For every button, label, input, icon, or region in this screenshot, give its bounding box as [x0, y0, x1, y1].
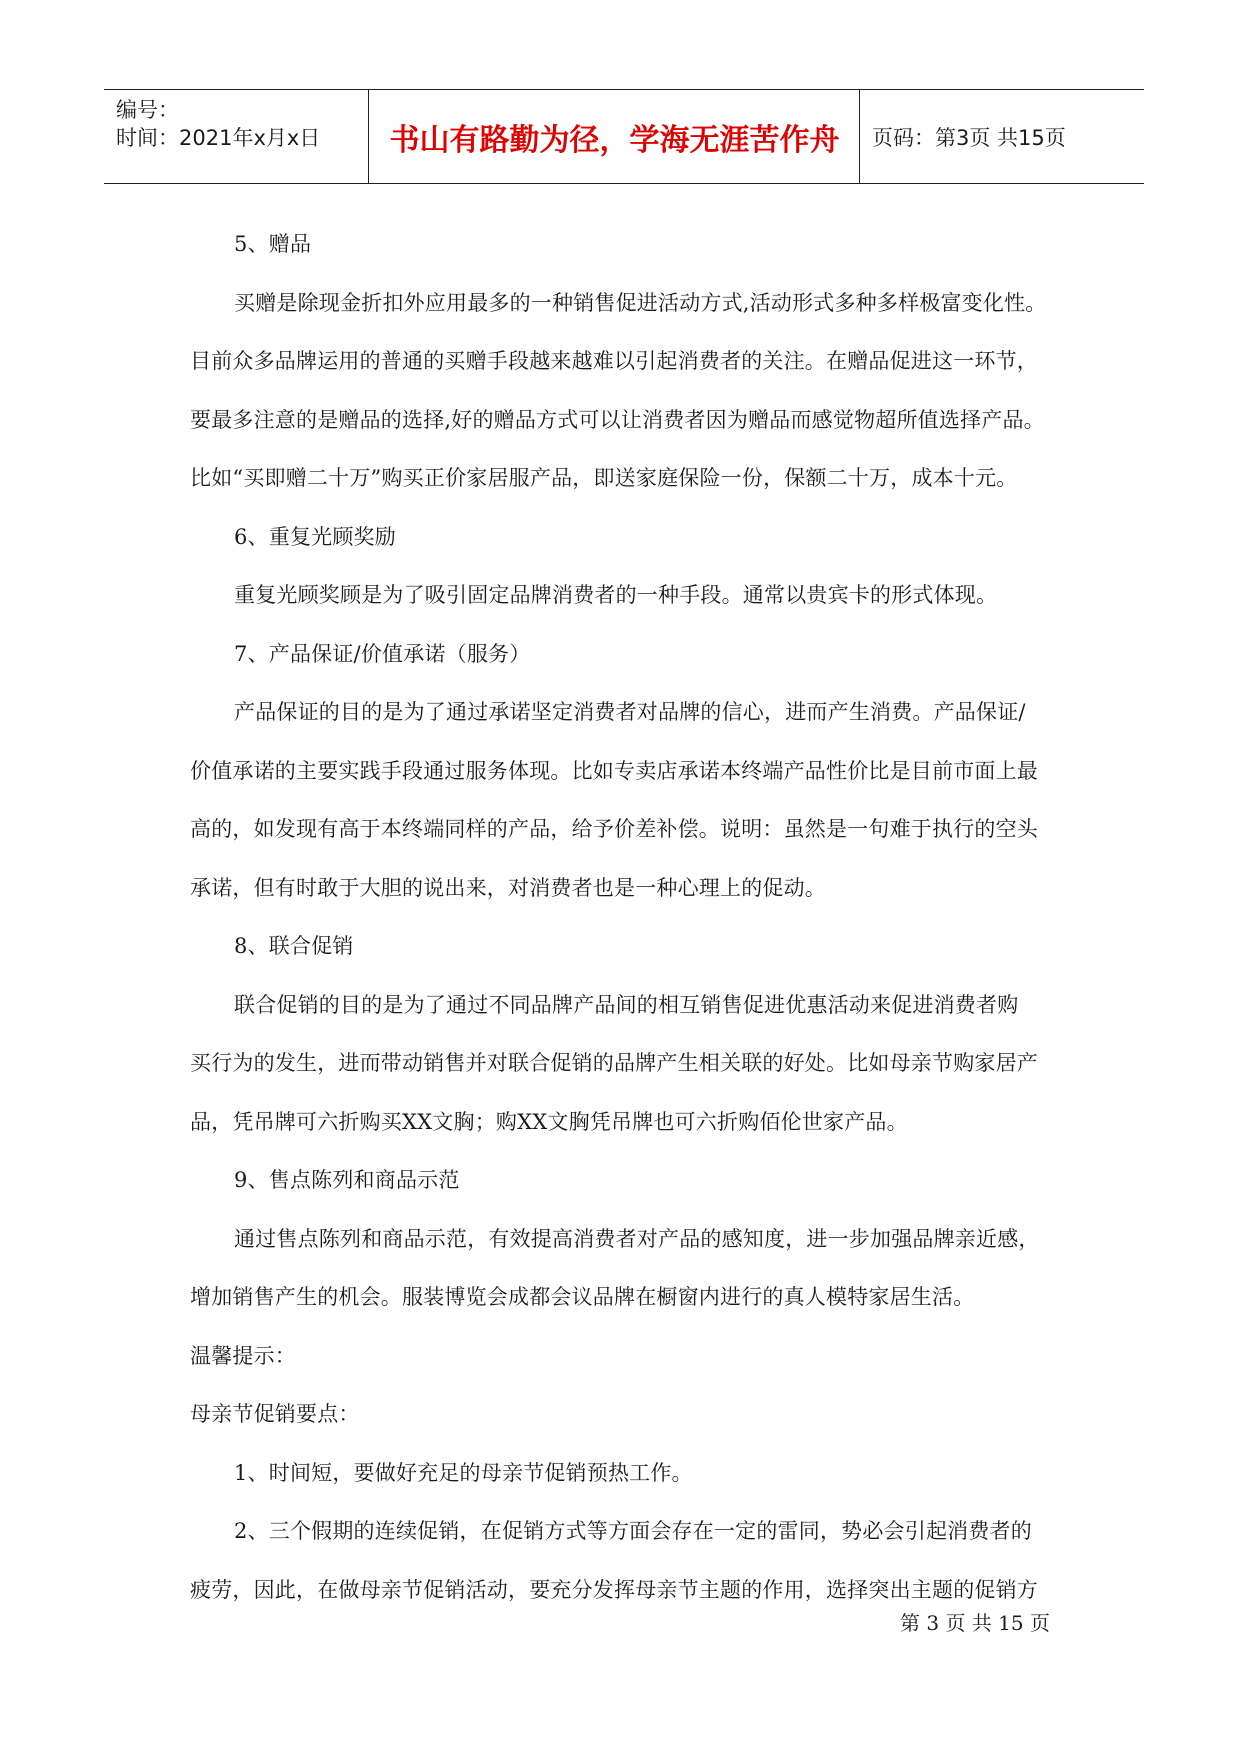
text-line: 目前众多品牌运用的普通的买赠手段越来越难以引起消费者的关注。在赠品促进这一环节， — [190, 349, 1038, 373]
text-line: 承诺，但有时敢于大胆的说出来，对消费者也是一种心理上的促动。 — [190, 875, 826, 900]
text-line: 8、联合促销 — [234, 934, 354, 958]
text-line: 产品保证的目的是为了通过承诺坚定消费者对品牌的信心，进而产生消费。产品保证/ — [234, 700, 1026, 724]
text-line: 品，凭吊牌可六折购买XX文胸；购XX文胸凭吊牌也可六折购佰伦世家产品。 — [190, 1109, 908, 1134]
text-line: 比如“买即赠二十万”购买正价家居服产品，即送家庭保险一份，保额二十万，成本十元。 — [190, 466, 1018, 490]
text-line: 高的，如发现有高于本终端同样的产品，给予价差补偿。说明：虽然是一句难于执行的空头 — [190, 817, 1038, 841]
text-line: 母亲节促销要点： — [190, 1402, 360, 1426]
date-label: 时间：2021年x月x日 — [116, 126, 321, 150]
header-page-number: 页码：第3页 共15页 — [872, 125, 1066, 150]
text-line: 增加销售产生的机会。服装博览会成都会议品牌在橱窗内进行的真人模特家居生活。 — [190, 1285, 975, 1309]
text-line: 疲劳，因此，在做母亲节促销活动，要充分发挥母亲节主题的作用，选择突出主题的促销方 — [190, 1577, 1038, 1602]
text-line: 联合促销的目的是为了通过不同品牌产品间的相互销售促进优惠活动来促进消费者购 — [234, 992, 1019, 1017]
text-line: 重复光顾奖顾是为了吸引固定品牌消费者的一种手段。通常以贵宾卡的形式体现。 — [234, 583, 998, 607]
header-divider — [368, 90, 369, 183]
text-line: 买赠是除现金折扣外应用最多的一种销售促进活动方式,活动形式多种多样极富变化性。 — [234, 290, 1047, 315]
text-line: 通过售点陈列和商品示范，有效提高消费者对产品的感知度，进一步加强品牌亲近感， — [234, 1226, 1040, 1251]
header-divider — [859, 90, 860, 183]
text-line: 9、售点陈列和商品示范 — [234, 1168, 460, 1192]
text-line: 1、时间短，要做好充足的母亲节促销预热工作。 — [234, 1460, 693, 1485]
serial-number-label: 编号： — [116, 98, 179, 122]
text-line: 6、重复光顾奖励 — [234, 524, 396, 549]
text-line: 价值承诺的主要实践手段通过服务体现。比如专卖店承诺本终端产品性价比是目前市面上最 — [190, 758, 1038, 783]
text-line: 2、三个假期的连续促销，在促销方式等方面会存在一定的雷同，势必会引起消费者的 — [234, 1519, 1032, 1543]
header-motto: 书山有路勤为径，学海无涯苦作舟 — [389, 122, 840, 158]
text-line: 买行为的发生，进而带动销售并对联合促销的品牌产生相关联的好处。比如母亲节购家居产 — [190, 1051, 1038, 1075]
page-header — [104, 89, 1144, 184]
text-line: 7、产品保证/价值承诺（服务） — [234, 641, 531, 666]
text-line: 要最多注意的是赠品的选择,好的赠品方式可以让消费者因为赠品而感觉物超所值选择产品。 — [190, 407, 1045, 432]
header-meta — [116, 96, 366, 152]
page-footer: 第 3 页 共 15 页 — [900, 1611, 1050, 1635]
text-line: 温馨提示： — [190, 1343, 296, 1368]
document-body — [190, 215, 1060, 1619]
text-line: 5、赠品 — [234, 232, 312, 256]
